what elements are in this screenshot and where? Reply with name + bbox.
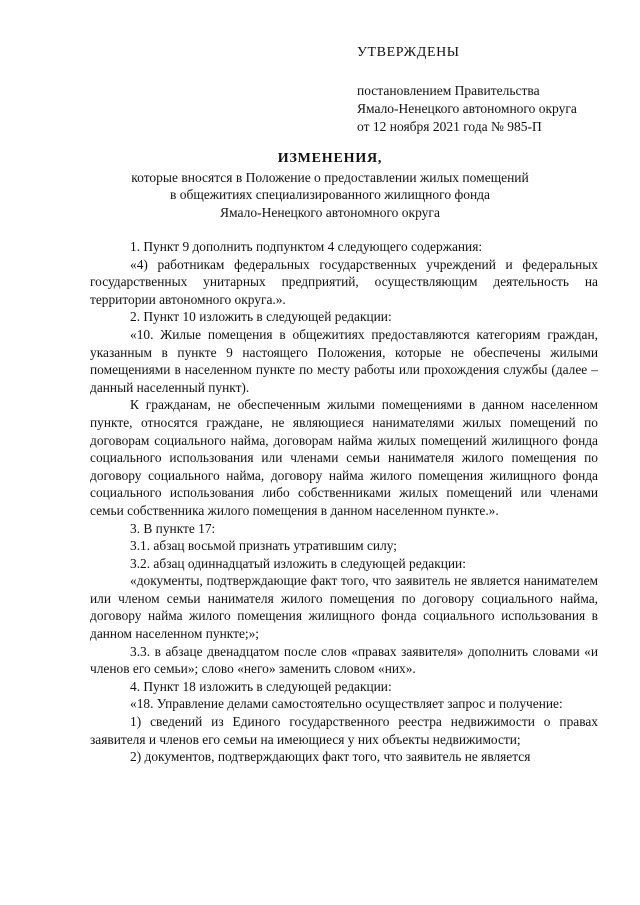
document-subtitle-line: Ямало-Ненецкого автономного округа [220, 204, 440, 220]
paragraph: 3.2. абзац одиннадцатый изложить в следующей редакции: [130, 555, 466, 571]
paragraph: «документы, подтверждающие факт того, что заявитель не является нанимателем или членом семьи нанимателя жилого помещения по договору социального найма, договору найма жилого помещения жилищного фонда социального использования в данном населенном пункте;»; [90, 573, 598, 642]
approval-line: Ямало-Ненецкого автономного округа [357, 101, 577, 116]
document-title: ИЗМЕНЕНИЯ, [277, 151, 383, 166]
document-subtitle-line: которые вносятся в Положение о предоставлении жилых помещений [131, 169, 529, 185]
paragraph: 1. Пункт 9 дополнить подпунктом 4 следующего содержания: [130, 239, 483, 254]
document-subtitle-line: в общежитиях специализированного жилищного фонда [169, 187, 491, 202]
approval-heading: УТВЕРЖДЕНЫ [357, 45, 460, 60]
paragraph: 3. В пункте 17: [130, 520, 216, 536]
paragraph: 3.1. абзац восьмой признать утратившим силу; [130, 538, 397, 554]
paragraph: «18. Управление делами самостоятельно осуществляет запрос и получение: [130, 696, 563, 712]
document-body [90, 238, 598, 766]
paragraph: 2) документов, подтверждающих факт того, что заявитель не является [130, 749, 531, 765]
document-title-block [60, 150, 600, 221]
paragraph: 3.3. в абзаце двенадцатом после слов «правах заявителя» дополнить словами «и членов его семьи»; слово «него» заменить словом «них». [90, 643, 598, 677]
approval-line: постановлением Правительства [357, 83, 540, 98]
approval-stamp [357, 44, 627, 136]
paragraph: «10. Жилые помещения в общежитиях предоставляются категориям граждан, указанным в пункте 9 настоящего Положения, которые не обеспечены жилыми помещениями в населенном пункте по месту работы или прохождения службы (далее – данный населенный пункт). [90, 326, 598, 395]
paragraph: «4) работникам федеральных государственных учреждений и федеральных государственных унитарных предприятий, осуществляющим деятельность на территории автономного округа.». [90, 256, 598, 307]
paragraph: 4. Пункт 18 изложить в следующей редакции: [130, 678, 392, 694]
paragraph: 2. Пункт 10 изложить в следующей редакции: [130, 309, 392, 325]
paragraph: К гражданам, не обеспеченным жилыми помещениями в данном населенном пункте, относятся граждане, не являющиеся нанимателями жилых помещений по договорам социального найма, договорам найма жилых помещений жилищного фонда социального использования или членами семьи нанимателя жилого помещения по договору социального найма, договору найма жилого помещения жилищного фонда социального использования либо собственниками жилых помещений или членами семьи собственника жилого помещения в данном населенном пункте.». [90, 397, 598, 518]
approval-line: от 12 ноября 2021 года № 985-П [357, 119, 542, 134]
paragraph: 1) сведений из Единого государственного реестра недвижимости о правах заявителя и членов его семьи на имеющиеся у них объекты недвижимости; [90, 714, 598, 747]
